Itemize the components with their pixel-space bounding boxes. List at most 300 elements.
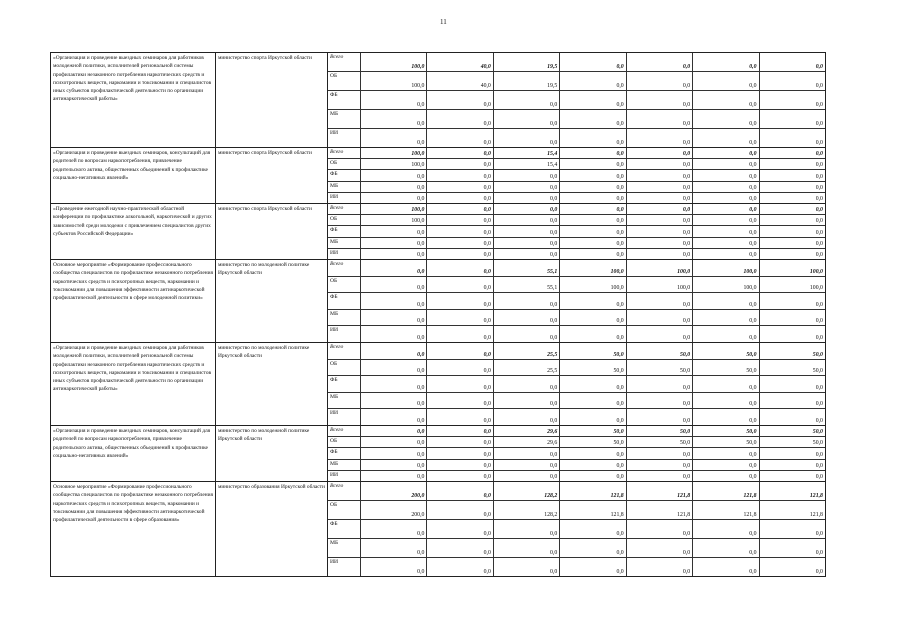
amount-cell: 0,0 [494, 193, 560, 203]
amount-cell: 29,6 [494, 426, 560, 436]
amount-cell: 0,0 [560, 293, 626, 309]
amount-cell: 0,0 [361, 91, 427, 109]
funding-source: ОБ [328, 360, 361, 376]
activity-name: «Проведение ежегодной научно-практической областной конференции по профилактике алкогольной, наркотической и других зависимостей среди молодежи с привлечением специалистов других субъектов Российской Федерации» [50, 204, 216, 259]
amount-cell: 0,0 [693, 110, 759, 128]
amount-cell: 0,0 [560, 148, 626, 158]
amount-cell: 0,0 [427, 91, 493, 109]
amount-cell: 0,0 [427, 193, 493, 203]
amount-cell: 128,2 [494, 501, 560, 519]
amount-cell: 0,0 [560, 326, 626, 342]
funding-source: Всего [328, 53, 361, 71]
amount-cell: 0,0 [494, 129, 560, 147]
table-row [328, 426, 825, 436]
table-row [328, 392, 825, 409]
amount-cell: 0,0 [361, 471, 427, 481]
table-row [328, 359, 825, 376]
amount-cell: 50,0 [627, 343, 693, 359]
table-row [328, 343, 825, 359]
program-block [50, 481, 826, 577]
responsible-executor: министерство по молодежной политике Иркутской области [216, 426, 328, 481]
amount-cell: 50,0 [812, 351, 823, 358]
program-block [50, 52, 826, 147]
table-row [328, 470, 825, 481]
table-row [328, 169, 825, 180]
amount-cell: 0,0 [815, 184, 823, 191]
amount-cell: 100,0 [361, 53, 427, 71]
amount-cell: 0,0 [693, 204, 759, 214]
amount-cell: 100,0 [361, 215, 427, 225]
amount-cell: 15,4 [494, 159, 560, 169]
amount-cell: 0,0 [494, 409, 560, 425]
amount-cell: 0,0 [693, 182, 759, 192]
amount-cell: 40,0 [427, 72, 493, 90]
amount-cell: 40,0 [427, 53, 493, 71]
funding-rows [328, 343, 826, 425]
amount-cell: 100,0 [361, 159, 427, 169]
amount-cell: 0,0 [560, 182, 626, 192]
amount-cell: 0,0 [693, 539, 759, 557]
amount-cell: 0,0 [361, 343, 427, 359]
activity-name: «Организация и проведение выездных семинаров, консультаций для родителей по вопросам наркопотребления, привлечение родительского актива, общественных объединений к профилактике социально-негативных явлений» [50, 426, 216, 481]
amount-cell: 0,0 [427, 293, 493, 309]
amount-cell: 0,0 [427, 460, 493, 470]
funding-source: ФБ [328, 520, 361, 538]
funding-source: ОБ [328, 72, 361, 90]
amount-cell: 0,0 [693, 471, 759, 481]
program-block [50, 259, 826, 342]
table-row [328, 181, 825, 192]
amount-cell: 0,0 [560, 249, 626, 259]
funding-source: ОБ [328, 277, 361, 293]
amount-cell: 0,0 [361, 110, 427, 128]
amount-cell: 29,6 [494, 437, 560, 447]
amount-cell: 0,0 [815, 240, 823, 247]
amount-cell: 0,0 [427, 437, 493, 447]
activity-name: «Организация и проведение выездных семинаров для работников молодежной политики, исполнителей региональной системы профилактики незаконного потребления наркотических средств и психотропных веществ, наркомании и токсикомании и специалистов иных субъектов профилактической деятельности по организации антинаркотической работы» [50, 343, 216, 425]
amount-cell: 55,1 [494, 277, 560, 293]
amount-cell: 0,0 [560, 238, 626, 248]
amount-cell: 0,0 [627, 170, 693, 180]
amount-cell: 0,0 [560, 539, 626, 557]
amount-cell: 0,0 [627, 310, 693, 326]
amount-cell: 0,0 [693, 72, 759, 90]
amount-cell: 0,0 [427, 501, 493, 519]
amount-cell: 0,0 [815, 121, 823, 127]
page-number: 11 [440, 18, 447, 26]
funding-source: МБ [328, 539, 361, 557]
table-row [328, 158, 825, 169]
amount-cell: 0,0 [815, 102, 823, 108]
amount-cell: 0,0 [627, 72, 693, 90]
amount-cell: 0,0 [693, 148, 759, 158]
amount-cell: 0,0 [361, 129, 427, 147]
amount-cell: 0,0 [693, 393, 759, 409]
amount-cell: 15,4 [494, 148, 560, 158]
amount-cell: 0,0 [627, 238, 693, 248]
table-row [328, 90, 825, 109]
table-row [328, 519, 825, 538]
amount-cell: 0,0 [494, 238, 560, 248]
amount-cell: 0,0 [560, 159, 626, 169]
amount-cell: 0,0 [815, 417, 823, 424]
funding-rows [328, 426, 826, 481]
amount-cell: 0,0 [627, 558, 693, 576]
responsible-executor: министерство спорта Иркутской области [216, 204, 328, 259]
amount-cell: 0,0 [815, 301, 823, 308]
amount-cell: 0,0 [627, 460, 693, 470]
amount-cell: 0,0 [627, 520, 693, 538]
amount-cell: 0,0 [815, 252, 823, 259]
amount-cell: 0,0 [494, 520, 560, 538]
amount-cell: 0,0 [815, 162, 823, 169]
amount-cell: 121,8 [809, 512, 823, 518]
amount-cell: 0,0 [427, 520, 493, 538]
amount-cell: 121,8 [693, 501, 759, 519]
amount-cell: 0,0 [361, 170, 427, 180]
amount-cell: 0,0 [693, 193, 759, 203]
table-row [328, 459, 825, 470]
amount-cell: 0,0 [494, 539, 560, 557]
amount-cell: 0,0 [815, 140, 823, 146]
amount-cell: 0,0 [560, 520, 626, 538]
amount-cell: 0,0 [815, 384, 823, 391]
funding-source: МБ [328, 460, 361, 470]
amount-cell: 0,0 [627, 448, 693, 458]
amount-cell: 0,0 [361, 182, 427, 192]
amount-cell: 0,0 [693, 91, 759, 109]
amount-cell: 0,0 [627, 193, 693, 203]
funding-source: ФБ [328, 448, 361, 458]
responsible-executor: министерство спорта Иркутской области [216, 53, 328, 147]
amount-cell: 0,0 [361, 238, 427, 248]
amount-cell: 0,0 [494, 310, 560, 326]
amount-cell: 0,0 [627, 539, 693, 557]
funding-source: МБ [328, 310, 361, 326]
responsible-executor: министерство по молодежной политике Иркутской области [216, 343, 328, 425]
amount-cell: 50,0 [693, 343, 759, 359]
amount-cell: 0,0 [693, 215, 759, 225]
amount-cell: 25,5 [494, 360, 560, 376]
amount-cell: 0,0 [361, 520, 427, 538]
amount-cell: 0,0 [693, 238, 759, 248]
amount-cell: 121,8 [560, 482, 626, 500]
funding-rows [328, 148, 826, 203]
amount-cell: 100,0 [809, 268, 823, 275]
amount-cell: 0,0 [494, 471, 560, 481]
amount-cell: 0,0 [427, 159, 493, 169]
amount-cell: 0,0 [693, 376, 759, 392]
amount-cell: 0,0 [815, 229, 823, 236]
amount-cell: 0,0 [560, 558, 626, 576]
amount-cell: 50,0 [560, 437, 626, 447]
amount-cell: 0,0 [361, 260, 427, 276]
table-row [328, 204, 825, 214]
activity-name: «Организация и проведение выездных семинаров для работников молодежной политики, исполнителей региональной системы профилактики незаконного потребления наркотических средств и психотропных веществ, наркомании и токсикомании и специалистов иных субъектов профилактической деятельности по организации антинаркотической работы» [50, 53, 216, 147]
amount-cell: 0,0 [693, 159, 759, 169]
table-row [328, 260, 825, 276]
amount-cell: 100,0 [693, 277, 759, 293]
funding-source: ОБ [328, 501, 361, 519]
amount-cell: 0,0 [815, 569, 823, 575]
amount-cell: 0,0 [693, 520, 759, 538]
amount-cell: 0,0 [693, 326, 759, 342]
program-block [50, 203, 826, 259]
funding-source: ОБ [328, 215, 361, 225]
amount-cell: 0,0 [427, 226, 493, 236]
funding-source: ИИ [328, 326, 361, 342]
activity-name: «Организация и проведение выездных семинаров, консультаций для родителей по вопросам наркопотребления, привлечение родительского актива, общественных объединений к профилактике социально-негативных явлений» [50, 148, 216, 203]
amount-cell: 0,0 [494, 170, 560, 180]
amount-cell: 0,0 [815, 550, 823, 556]
amount-cell: 0,0 [427, 148, 493, 158]
amount-cell: 0,0 [560, 91, 626, 109]
amount-cell: 0,0 [494, 215, 560, 225]
amount-cell: 0,0 [427, 471, 493, 481]
amount-cell: 0,0 [693, 409, 759, 425]
funding-source: ИИ [328, 249, 361, 259]
amount-cell: 0,0 [693, 310, 759, 326]
amount-cell: 0,0 [627, 249, 693, 259]
amount-cell: 100,0 [361, 148, 427, 158]
amount-cell: 0,0 [427, 448, 493, 458]
amount-cell: 50,0 [693, 437, 759, 447]
amount-cell: 50,0 [560, 343, 626, 359]
amount-cell: 0,0 [693, 293, 759, 309]
amount-cell: 100,0 [361, 204, 427, 214]
amount-cell: 0,0 [627, 326, 693, 342]
amount-cell: 0,0 [427, 426, 493, 436]
amount-cell: 0,0 [427, 277, 493, 293]
amount-cell: 0,0 [560, 193, 626, 203]
amount-cell: 0,0 [693, 53, 759, 71]
amount-cell: 0,0 [815, 401, 823, 408]
amount-cell: 0,0 [815, 334, 823, 341]
amount-cell: 0,0 [627, 376, 693, 392]
amount-cell: 0,0 [560, 110, 626, 128]
amount-cell: 0,0 [361, 460, 427, 470]
program-block [50, 425, 826, 481]
amount-cell: 50,0 [812, 429, 823, 436]
funding-source: ФБ [328, 170, 361, 180]
table-row [328, 557, 825, 576]
funding-source: ФБ [328, 226, 361, 236]
amount-cell: 0,0 [693, 460, 759, 470]
amount-cell: 0,0 [627, 148, 693, 158]
amount-cell: 0,0 [427, 249, 493, 259]
amount-cell: 0,0 [427, 170, 493, 180]
amount-cell: 0,0 [560, 393, 626, 409]
amount-cell: 0,0 [494, 204, 560, 214]
amount-cell: 0,0 [815, 474, 823, 481]
amount-cell: 50,0 [560, 426, 626, 436]
table-row [328, 248, 825, 259]
table-row [328, 538, 825, 557]
amount-cell: 0,0 [494, 293, 560, 309]
amount-cell: 50,0 [560, 360, 626, 376]
table-row [328, 276, 825, 293]
amount-cell: 0,0 [627, 409, 693, 425]
amount-cell: 0,0 [627, 204, 693, 214]
amount-cell: 0,0 [815, 83, 823, 89]
amount-cell: 0,0 [815, 531, 823, 537]
amount-cell: 50,0 [627, 426, 693, 436]
funding-source: Всего [328, 343, 361, 359]
funding-source: ОБ [328, 159, 361, 169]
amount-cell: 0,0 [361, 193, 427, 203]
amount-cell: 0,0 [427, 260, 493, 276]
amount-cell: 0,0 [815, 451, 823, 458]
amount-cell: 0,0 [560, 376, 626, 392]
table-row [328, 447, 825, 458]
funding-source: Всего [328, 260, 361, 276]
amount-cell: 100,0 [560, 277, 626, 293]
amount-cell: 0,0 [361, 326, 427, 342]
responsible-executor: министерство по молодежной политике Иркутской области [216, 260, 328, 342]
amount-cell: 25,5 [494, 343, 560, 359]
amount-cell: 0,0 [427, 238, 493, 248]
amount-cell: 50,0 [812, 440, 823, 447]
amount-cell: 0,0 [815, 64, 823, 70]
amount-cell: 0,0 [494, 226, 560, 236]
amount-cell: 19,5 [494, 53, 560, 71]
amount-cell: 0,0 [494, 91, 560, 109]
amount-cell: 0,0 [361, 360, 427, 376]
amount-cell: 0,0 [627, 393, 693, 409]
funding-source: Всего [328, 482, 361, 500]
funding-source: МБ [328, 393, 361, 409]
amount-cell: 0,0 [560, 471, 626, 481]
amount-cell: 100,0 [627, 277, 693, 293]
amount-cell: 0,0 [627, 159, 693, 169]
funding-source: МБ [328, 110, 361, 128]
funding-source: Всего [328, 204, 361, 214]
amount-cell: 0,0 [361, 539, 427, 557]
amount-cell: 121,8 [627, 482, 693, 500]
responsible-executor: министерство образования Иркутской области [216, 482, 328, 576]
amount-cell: 0,0 [627, 91, 693, 109]
amount-cell: 0,0 [815, 196, 823, 203]
funding-rows [328, 260, 826, 342]
amount-cell: 19,5 [494, 72, 560, 90]
amount-cell: 0,0 [427, 409, 493, 425]
funding-source: Всего [328, 148, 361, 158]
table-row [328, 436, 825, 447]
amount-cell: 0,0 [815, 151, 823, 158]
amount-cell: 0,0 [560, 409, 626, 425]
amount-cell: 0,0 [693, 448, 759, 458]
amount-cell: 0,0 [627, 110, 693, 128]
funding-source: ИИ [328, 471, 361, 481]
amount-cell: 121,8 [693, 482, 759, 500]
amount-cell: 0,0 [815, 318, 823, 325]
amount-cell: 0,0 [361, 226, 427, 236]
amount-cell: 0,0 [815, 462, 823, 469]
amount-cell: 0,0 [693, 170, 759, 180]
amount-cell: 0,0 [494, 326, 560, 342]
amount-cell: 0,0 [361, 558, 427, 576]
amount-cell: 0,0 [627, 226, 693, 236]
amount-cell: 0,0 [560, 460, 626, 470]
amount-cell: 50,0 [627, 360, 693, 376]
amount-cell: 0,0 [560, 170, 626, 180]
amount-cell: 0,0 [560, 72, 626, 90]
amount-cell: 0,0 [427, 343, 493, 359]
amount-cell: 0,0 [361, 277, 427, 293]
funding-source: ОБ [328, 437, 361, 447]
table-row [328, 309, 825, 326]
amount-cell: 0,0 [361, 293, 427, 309]
table-row [328, 292, 825, 309]
amount-cell: 0,0 [427, 110, 493, 128]
table-row [328, 128, 825, 147]
amount-cell: 121,8 [627, 501, 693, 519]
amount-cell: 0,0 [560, 53, 626, 71]
amount-cell: 0,0 [627, 129, 693, 147]
table-row [328, 109, 825, 128]
amount-cell: 0,0 [693, 558, 759, 576]
amount-cell: 121,8 [560, 501, 626, 519]
table-row [328, 225, 825, 236]
amount-cell: 200,0 [361, 482, 427, 500]
amount-cell: 128,2 [494, 482, 560, 500]
table-row [328, 192, 825, 203]
amount-cell: 0,0 [560, 310, 626, 326]
amount-cell: 0,0 [627, 53, 693, 71]
amount-cell: 0,0 [427, 310, 493, 326]
funding-rows [328, 204, 826, 259]
amount-cell: 0,0 [361, 409, 427, 425]
amount-cell: 0,0 [361, 393, 427, 409]
amount-cell: 0,0 [560, 226, 626, 236]
amount-cell: 100,0 [361, 72, 427, 90]
amount-cell: 0,0 [427, 558, 493, 576]
amount-cell: 55,1 [494, 260, 560, 276]
amount-cell: 0,0 [361, 376, 427, 392]
amount-cell: 0,0 [427, 482, 493, 500]
amount-cell: 0,0 [361, 448, 427, 458]
amount-cell: 0,0 [494, 448, 560, 458]
amount-cell: 0,0 [427, 326, 493, 342]
amount-cell: 0,0 [693, 226, 759, 236]
activity-name: Основное мероприятие «Формирование профессионального сообщества специалистов по профилактике незаконного потребления наркотических средств и психотропных веществ, наркомании и токсикомании для повышения эффективности антинаркотической профилактической деятельности в сфере образования» [50, 482, 216, 576]
program-block [50, 147, 826, 203]
funding-rows [328, 53, 826, 147]
amount-cell: 0,0 [427, 204, 493, 214]
amount-cell: 0,0 [361, 249, 427, 259]
amount-cell: 100,0 [560, 260, 626, 276]
amount-cell: 0,0 [361, 437, 427, 447]
amount-cell: 0,0 [815, 218, 823, 225]
amount-cell: 121,8 [809, 493, 823, 499]
amount-cell: 0,0 [815, 173, 823, 180]
activity-name: Основное мероприятие «Формирование профессионального сообщества специалистов по профилактике незаконного потребления наркотических средств и психотропных веществ, наркомании и токсикомании для повышения эффективности антинаркотической профилактической деятельности в сфере молодежной политики» [50, 260, 216, 342]
table-row [328, 148, 825, 158]
table-row [328, 325, 825, 342]
funding-source: ФБ [328, 376, 361, 392]
table-row [328, 214, 825, 225]
amount-cell: 50,0 [693, 426, 759, 436]
funding-source: МБ [328, 182, 361, 192]
program-block [50, 342, 826, 425]
amount-cell: 0,0 [361, 426, 427, 436]
amount-cell: 0,0 [693, 129, 759, 147]
table-row [328, 482, 825, 500]
funding-source: ИИ [328, 193, 361, 203]
amount-cell: 0,0 [494, 376, 560, 392]
funding-source: ФБ [328, 293, 361, 309]
amount-cell: 0,0 [427, 182, 493, 192]
